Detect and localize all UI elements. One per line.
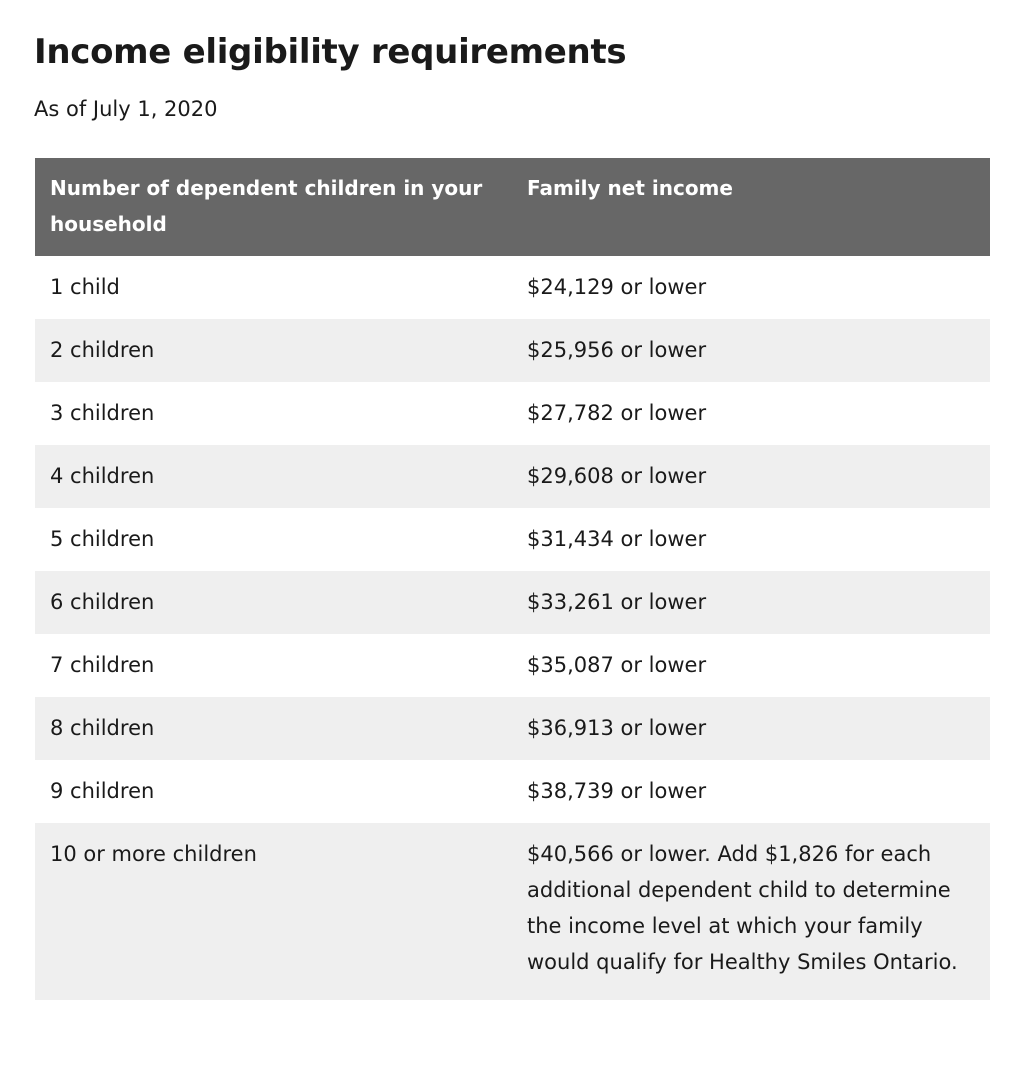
children-count-cell: 8 children: [35, 697, 512, 760]
page-subtitle: As of July 1, 2020: [34, 97, 218, 121]
children-count-cell: 2 children: [35, 319, 512, 382]
table-row: [35, 319, 990, 382]
header-family-net-income: Family net income: [512, 158, 990, 256]
header-row: [35, 158, 990, 256]
children-count-cell: 5 children: [35, 508, 512, 571]
table-header: [35, 158, 990, 256]
income-cell: $31,434 or lower: [512, 508, 990, 571]
table-row: [35, 256, 990, 319]
table-row: [35, 634, 990, 697]
income-cell: $29,608 or lower: [512, 445, 990, 508]
table-row: [35, 571, 990, 634]
children-count-cell: 9 children: [35, 760, 512, 823]
table-body: [35, 256, 990, 1000]
income-cell: $36,913 or lower: [512, 697, 990, 760]
income-cell: $27,782 or lower: [512, 382, 990, 445]
income-cell: $38,739 or lower: [512, 760, 990, 823]
table-row: [35, 445, 990, 508]
table-row: [35, 508, 990, 571]
children-count-cell: 10 or more children: [35, 823, 512, 1000]
table-row: [35, 382, 990, 445]
children-count-cell: 3 children: [35, 382, 512, 445]
income-cell: $33,261 or lower: [512, 571, 990, 634]
table-row: [35, 760, 990, 823]
income-cell: $25,956 or lower: [512, 319, 990, 382]
table-row: [35, 697, 990, 760]
header-children-count: Number of dependent children in your household: [35, 158, 512, 256]
income-cell: $40,566 or lower. Add $1,826 for each additional dependent child to determine the income level at which your family would qualify for Healthy Smiles Ontario.: [512, 823, 990, 1000]
income-eligibility-table: [35, 158, 990, 1000]
children-count-cell: 1 child: [35, 256, 512, 319]
income-cell: $35,087 or lower: [512, 634, 990, 697]
children-count-cell: 6 children: [35, 571, 512, 634]
table-row: [35, 823, 990, 1000]
income-cell: $24,129 or lower: [512, 256, 990, 319]
children-count-cell: 7 children: [35, 634, 512, 697]
page-title: Income eligibility requirements: [34, 32, 627, 72]
children-count-cell: 4 children: [35, 445, 512, 508]
